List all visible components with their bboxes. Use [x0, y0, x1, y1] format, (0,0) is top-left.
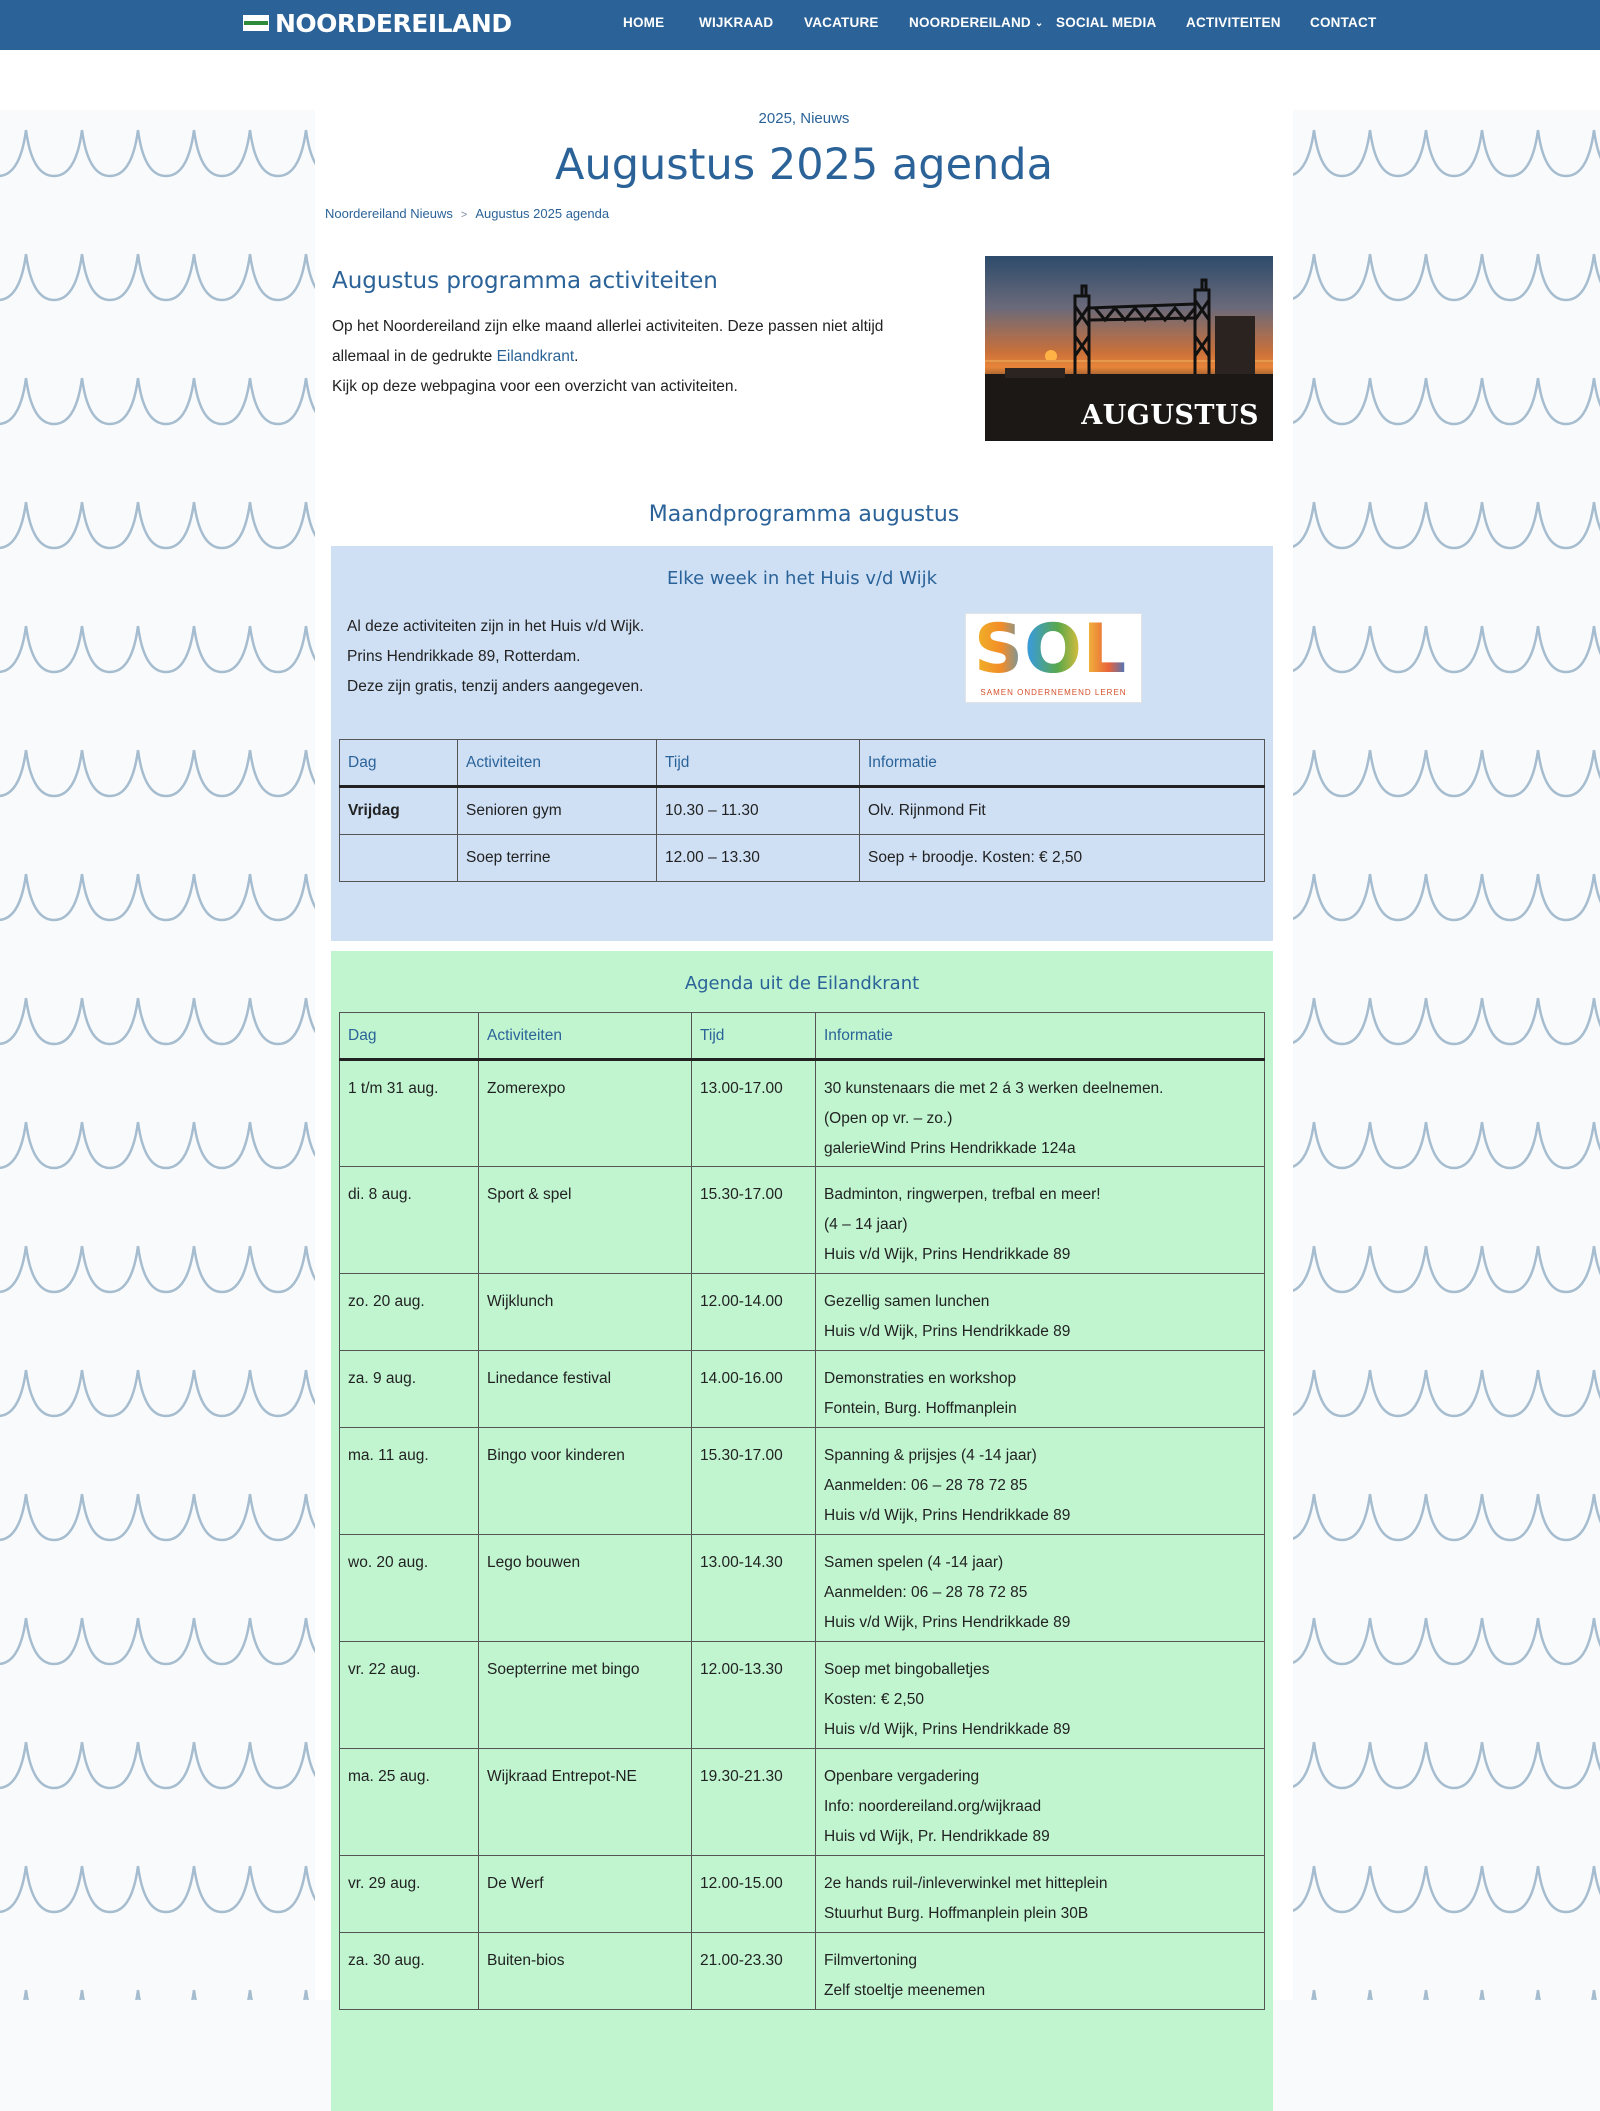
augustus-image — [985, 256, 1273, 441]
cell-tijd: 12.00-13.30 — [692, 1642, 816, 1749]
info-line: Zelf stoeltje meenemen — [824, 1982, 986, 1999]
table-row — [340, 1535, 1265, 1642]
cell-dag: vr. 22 aug. — [340, 1642, 479, 1749]
cell-activiteit: Linedance festival — [479, 1351, 692, 1428]
sol-logo-subtitle: SAMEN ONDERNEMEND LEREN — [980, 688, 1127, 697]
cell-tijd: 10.30 – 11.30 — [657, 787, 860, 835]
table-row — [340, 1060, 1265, 1167]
table-row — [340, 1274, 1265, 1351]
cell-dag: 1 t/m 31 aug. — [340, 1060, 479, 1167]
nav-noordereiland-label: NOORDEREILAND — [909, 15, 1031, 30]
agenda-table-body — [340, 1060, 1265, 2010]
info-line: Aanmelden: 06 – 28 78 72 85 — [824, 1584, 1028, 1601]
cell-informatie — [816, 1351, 1265, 1428]
post-categories[interactable]: 2025, Nieuws — [758, 110, 850, 127]
weekly-table-header — [340, 740, 1265, 787]
table-row — [340, 1749, 1265, 1856]
cell-informatie — [816, 1060, 1265, 1167]
nav-contact[interactable]: CONTACT — [1310, 15, 1377, 30]
info-line: 2e hands ruil-/inleverwinkel met hitteplein — [824, 1875, 1108, 1892]
info-line: Badminton, ringwerpen, trefbal en meer! — [824, 1186, 1101, 1203]
info-line: Huis v/d Wijk, Prins Hendrikkade 89 — [824, 1246, 1071, 1263]
main-nav — [0, 0, 1600, 50]
cell-activiteit: Zomerexpo — [479, 1060, 692, 1167]
info-line: Demonstraties en workshop — [824, 1370, 1017, 1387]
intro-text-part1: Op het Noordereiland zijn elke maand allerlei activiteiten. Deze passen niet altijd allemaal in de gedrukte — [332, 318, 884, 365]
cell-activiteit: Senioren gym — [458, 787, 657, 835]
info-line: Info: noordereiland.org/wijkraad — [824, 1798, 1042, 1815]
info-line: Aanmelden: 06 – 28 78 72 85 — [824, 1477, 1028, 1494]
info-line: Stuurhut Burg. Hoffmanplein plein 30B — [824, 1905, 1089, 1922]
info-line: Gezellig samen lunchen — [824, 1293, 990, 1310]
sol-logo-text: SOL — [974, 610, 1128, 689]
info-line: Openbare vergadering — [824, 1768, 980, 1785]
cell-informatie — [816, 1167, 1265, 1274]
cell-tijd: 15.30-17.00 — [692, 1428, 816, 1535]
cell-informatie — [816, 1274, 1265, 1351]
cell-informatie: Olv. Rijnmond Fit — [860, 787, 1265, 835]
cell-dag: Vrijdag — [340, 787, 458, 835]
cell-tijd: 12.00 – 13.30 — [657, 835, 860, 882]
cell-tijd: 15.30-17.00 — [692, 1167, 816, 1274]
cell-dag: ma. 11 aug. — [340, 1428, 479, 1535]
cell-activiteit: Buiten-bios — [479, 1933, 692, 2010]
eilandkrant-link[interactable]: Eilandkrant — [496, 348, 575, 365]
cell-tijd: 19.30-21.30 — [692, 1749, 816, 1856]
intro-heading: Augustus programma activiteiten — [332, 268, 718, 294]
cell-informatie: Soep + broodje. Kosten: € 2,50 — [860, 835, 1265, 882]
weekly-heading: Elke week in het Huis v/d Wijk — [666, 568, 938, 589]
nav-wijkraad[interactable]: WIJKRAAD — [699, 15, 774, 30]
cell-tijd: 13.00-14.30 — [692, 1535, 816, 1642]
weekly-intro — [347, 612, 644, 702]
breadcrumb-link-nieuws[interactable]: Noordereiland Nieuws — [325, 206, 453, 221]
cell-dag: vr. 29 aug. — [340, 1856, 479, 1933]
cell-tijd: 13.00-17.00 — [692, 1060, 816, 1167]
sol-logo — [965, 610, 1142, 703]
info-line: Huis v/d Wijk, Prins Hendrikkade 89 — [824, 1507, 1071, 1524]
top-navigation-bar — [0, 0, 1600, 50]
table-row — [340, 1856, 1265, 1933]
weekly-line-2: Prins Hendrikkade 89, Rotterdam. — [347, 648, 581, 665]
cell-informatie — [816, 1933, 1265, 2010]
cell-informatie — [816, 1428, 1265, 1535]
info-line: (Open op vr. – zo.) — [824, 1110, 953, 1127]
cell-informatie — [816, 1642, 1265, 1749]
cell-dag: za. 9 aug. — [340, 1351, 479, 1428]
agenda-table — [339, 1012, 1265, 2010]
info-line: Soep met bingoballetjes — [824, 1661, 990, 1678]
intro-text — [332, 312, 932, 402]
section-heading: Maandprogramma augustus — [648, 502, 960, 527]
cell-activiteit: Wijklunch — [479, 1274, 692, 1351]
agenda-table-header — [340, 1013, 1265, 1060]
breadcrumb-current: Augustus 2025 agenda — [475, 206, 610, 221]
cell-informatie — [816, 1749, 1265, 1856]
info-line: Samen spelen (4 -14 jaar) — [824, 1554, 1004, 1571]
table-row — [340, 1642, 1265, 1749]
cell-informatie — [816, 1535, 1265, 1642]
info-line: Huis v/d Wijk, Prins Hendrikkade 89 — [824, 1323, 1071, 1340]
col-dag: Dag — [340, 1013, 479, 1060]
info-line: Kosten: € 2,50 — [824, 1691, 924, 1708]
cell-activiteit: Sport & spel — [479, 1167, 692, 1274]
col-tijd: Tijd — [692, 1013, 816, 1060]
table-row — [340, 835, 1265, 882]
info-line: Huis vd Wijk, Pr. Hendrikkade 89 — [824, 1828, 1050, 1845]
info-line: (4 – 14 jaar) — [824, 1216, 908, 1233]
info-line: galerieWind Prins Hendrikkade 124a — [824, 1140, 1076, 1157]
info-line: Huis v/d Wijk, Prins Hendrikkade 89 — [824, 1614, 1071, 1631]
weekly-table — [339, 739, 1265, 882]
agenda-box — [331, 951, 1273, 2111]
cell-activiteit: De Werf — [479, 1856, 692, 1933]
weekly-activities-box — [331, 546, 1273, 941]
nav-noordereiland[interactable] — [909, 15, 1043, 30]
breadcrumb-separator: > — [460, 209, 468, 221]
nav-home[interactable]: HOME — [623, 15, 665, 30]
nav-vacature[interactable]: VACATURE — [804, 15, 879, 30]
cell-activiteit: Soepterrine met bingo — [479, 1642, 692, 1749]
table-row — [340, 1428, 1265, 1535]
cell-dag: ma. 25 aug. — [340, 1749, 479, 1856]
cell-activiteit: Lego bouwen — [479, 1535, 692, 1642]
cell-tijd: 14.00-16.00 — [692, 1351, 816, 1428]
cell-activiteit: Wijkraad Entrepot-NE — [479, 1749, 692, 1856]
nav-activiteiten[interactable]: ACTIVITEITEN — [1186, 15, 1281, 30]
table-row — [340, 1351, 1265, 1428]
cell-dag: wo. 20 aug. — [340, 1535, 479, 1642]
info-line: Fontein, Burg. Hoffmanplein — [824, 1400, 1017, 1417]
weekly-line-3: Deze zijn gratis, tenzij anders aangegeven. — [347, 678, 644, 695]
col-informatie: Informatie — [816, 1013, 1265, 1060]
col-tijd: Tijd — [657, 740, 860, 787]
article-page — [315, 110, 1293, 2000]
nav-social-media[interactable]: SOCIAL MEDIA — [1056, 15, 1157, 30]
augustus-image-caption: AUGUSTUS — [1081, 400, 1259, 431]
table-row — [340, 1167, 1265, 1274]
info-line: Huis v/d Wijk, Prins Hendrikkade 89 — [824, 1721, 1071, 1738]
cell-dag: zo. 20 aug. — [340, 1274, 479, 1351]
cell-dag: di. 8 aug. — [340, 1167, 479, 1274]
breadcrumb — [325, 206, 609, 221]
col-activiteiten: Activiteiten — [458, 740, 657, 787]
page-title: Augustus 2025 agenda — [555, 140, 1053, 190]
header-spacer — [0, 50, 1600, 110]
intro-text-part2: . — [574, 348, 579, 365]
table-row — [340, 1933, 1265, 2010]
cell-tijd: 12.00-14.00 — [692, 1274, 816, 1351]
cell-activiteit: Soep terrine — [458, 835, 657, 882]
cell-dag: za. 30 aug. — [340, 1933, 479, 2010]
info-line: Filmvertoning — [824, 1952, 918, 1969]
cell-informatie — [816, 1856, 1265, 1933]
agenda-heading: Agenda uit de Eilandkrant — [684, 973, 920, 994]
cell-tijd: 12.00-15.00 — [692, 1856, 816, 1933]
cell-dag — [340, 835, 458, 882]
cell-activiteit: Bingo voor kinderen — [479, 1428, 692, 1535]
weekly-line-1: Al deze activiteiten zijn in het Huis v/d Wijk. — [347, 618, 645, 635]
col-informatie: Informatie — [860, 740, 1265, 787]
col-activiteiten: Activiteiten — [479, 1013, 692, 1060]
info-line: 30 kunstenaars die met 2 á 3 werken deelnemen. — [824, 1080, 1164, 1097]
info-line: Spanning & prijsjes (4 -14 jaar) — [824, 1447, 1037, 1464]
table-row — [340, 787, 1265, 835]
cell-tijd: 21.00-23.30 — [692, 1933, 816, 2010]
chevron-down-icon: ⌄ — [1034, 18, 1044, 29]
intro-text-line2: Kijk op deze webpagina voor een overzicht van activiteiten. — [332, 378, 738, 395]
site-logo-text: NOORDEREILAND — [275, 8, 512, 38]
col-dag: Dag — [340, 740, 458, 787]
